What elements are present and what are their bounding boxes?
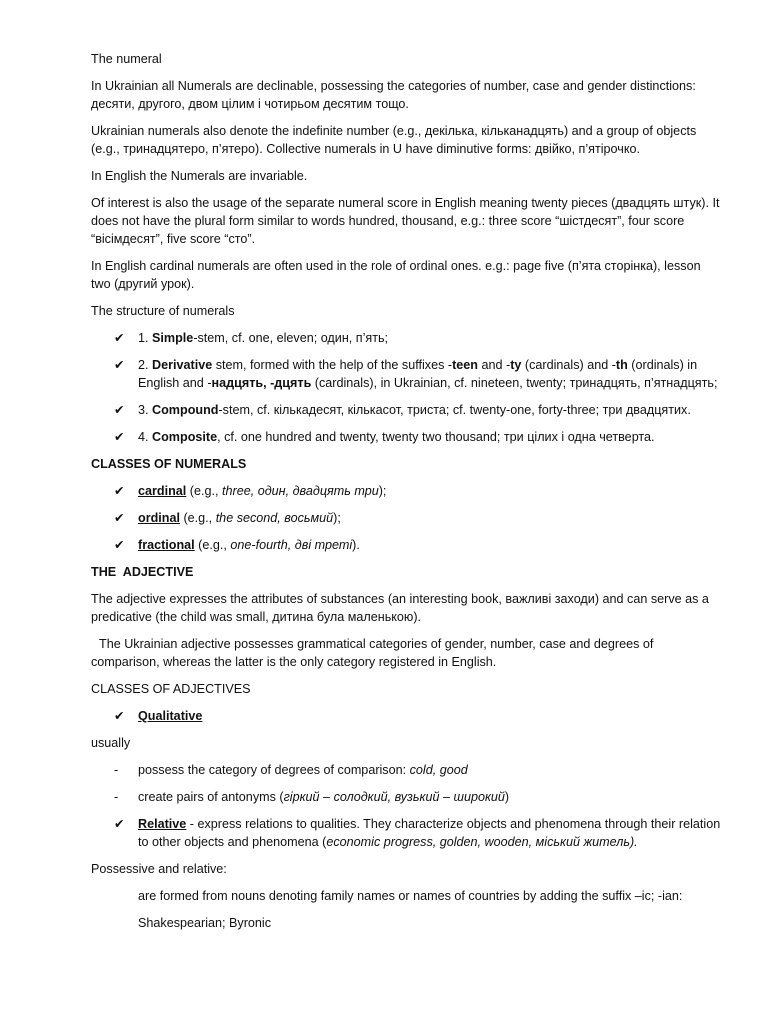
check-icon: ✔ [114, 538, 125, 552]
list-item: ✔ 2. Derivative stem, formed with the help of the suffixes -teen and -ty (cardinals) and -th (ordinals) in English and -надцять, -дцять (cardinals), in Ukrainian, cf. nineteen, twenty; тринадцять, п’ятнадцять; [114, 358, 718, 390]
possessive-heading: Possessive and relative: [91, 862, 227, 876]
list-item: ✔ 1. Simple-stem, cf. one, eleven; один, п’ять; [114, 331, 389, 345]
list-item: ✔ Relative - express relations to qualities. They characterize objects and phenomena through their relation to other objects and phenomena (economic progress, golden, wooden, міський житель). [114, 817, 721, 849]
check-icon: ✔ [114, 430, 125, 444]
check-icon: ✔ [114, 358, 125, 372]
paragraph-cardinal-ordinal: In English cardinal numerals are often used in the role of ordinal ones. e.g.: page five (п’ята сторінка), lesson two (другий урок). [91, 259, 701, 291]
paragraph-invariable: In English the Numerals are invariable. [91, 169, 308, 183]
list-item: - possess the category of degrees of comparison: cold, good [114, 763, 468, 777]
possessive-examples: Shakespearian; Byronic [138, 916, 272, 930]
paragraph-declinable: In Ukrainian all Numerals are declinable, possessing the categories of number, case and gender distinctions: десяти, другого, двом цілим і чотирьом десятим тощо. [91, 79, 696, 111]
section-title-numeral: The numeral [91, 52, 162, 66]
dash-marker: - [114, 763, 119, 777]
paragraph-adjective-categories: The Ukrainian adjective possesses grammatical categories of gender, number, case and degrees of comparison, whereas the latter is the only category registered in English. [91, 637, 654, 669]
check-icon: ✔ [114, 484, 125, 498]
adjective-heading: THE ADJECTIVE [91, 565, 194, 579]
classes-adjectives-heading: CLASSES OF ADJECTIVES [91, 682, 251, 696]
dash-marker: - [114, 790, 119, 804]
document-page [91, 50, 721, 941]
list-item: ✔ 4. Composite, cf. one hundred and twenty, twenty two thousand; три цілих і одна четверта. [114, 430, 655, 444]
classes-numerals-heading: CLASSES OF NUMERALS [91, 457, 247, 471]
check-icon: ✔ [114, 511, 125, 525]
check-icon: ✔ [114, 817, 125, 831]
list-item: ✔ 3. Compound-stem, cf. кількадесят, кількасот, триста; cf. twenty-one, forty-three; три двадцятих. [114, 403, 691, 417]
paragraph-adjective-attributes: The adjective expresses the attributes of substances (an interesting book, важливі заходи) and can serve as a predicative (the child was small, дитина була маленькою). [91, 592, 709, 624]
list-item: ✔ fractional (e.g., one-fourth, дві треті). [114, 538, 360, 552]
paragraph-score: Of interest is also the usage of the separate numeral score in English meaning twenty pieces (двадцять штук). It does not have the plural form similar to words hundred, thousand, e.g.: three score “шістдесят”, four score “вісімдесят”, five score “сто”. [91, 196, 720, 246]
structure-heading: The structure of numerals [91, 304, 235, 318]
usually-label: usually [91, 736, 131, 750]
paragraph-indefinite: Ukrainian numerals also denote the indefinite number (e.g., декілька, кільканадцять) and a group of objects (e.g., тринадцятеро, п’ятеро). Collective numerals in U have diminutive forms: двійко, п’ятірочко. [91, 124, 697, 156]
check-icon: ✔ [114, 709, 125, 723]
list-item: ✔ Qualitative [114, 709, 203, 723]
check-icon: ✔ [114, 331, 125, 345]
list-item: ✔ ordinal (e.g., the second, восьмий); [114, 511, 341, 525]
possessive-text: are formed from nouns denoting family names or names of countries by adding the suffix –ic; -ian: [138, 889, 683, 903]
check-icon: ✔ [114, 403, 125, 417]
list-item: - create pairs of antonyms (гіркий – солодкий, вузький – широкий) [114, 790, 510, 804]
list-item: ✔ cardinal (e.g., three, один, двадцять три); [114, 484, 387, 498]
